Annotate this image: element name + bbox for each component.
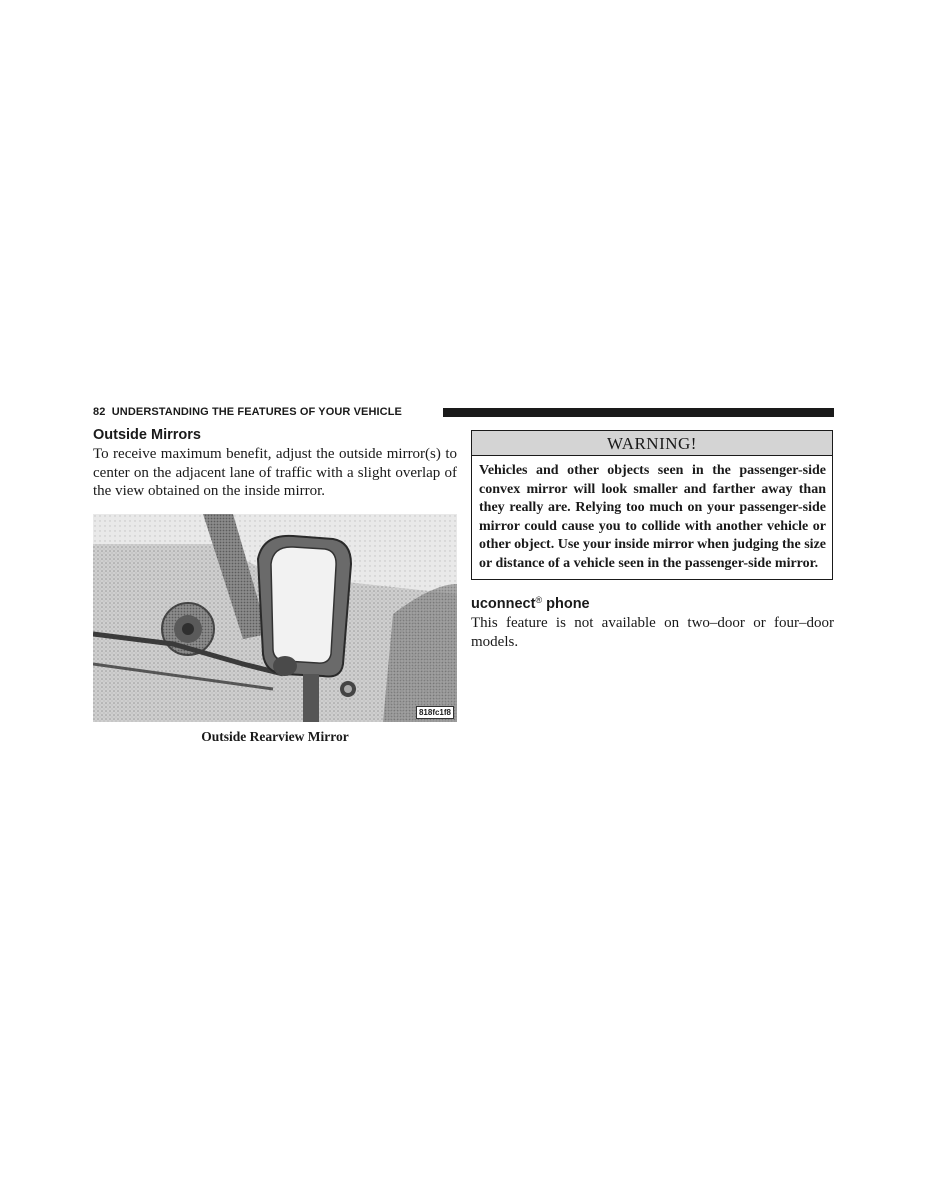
- figure-caption: Outside Rearview Mirror: [201, 728, 349, 744]
- header-label: [93, 406, 408, 418]
- uconnect-heading: [471, 596, 834, 612]
- warning-box: [471, 430, 833, 580]
- mirror-illustration: [93, 514, 457, 722]
- registered-mark: ®: [535, 595, 543, 605]
- running-header: [93, 405, 834, 421]
- uconnect-text: This feature is not available on two–door or four–door models.: [471, 615, 834, 650]
- section-title: UNDERSTANDING THE FEATURES OF YOUR VEHICLE: [111, 406, 402, 418]
- uconnect-heading-main: uconnect: [471, 596, 536, 612]
- figure-code: 818fc1f8: [416, 706, 454, 719]
- warning-title: WARNING!: [472, 431, 832, 456]
- outside-mirrors-text: To receive maximum benefit, adjust the outside mirror(s) to center on the adjacent lane of traffic with a slight overlap of the view obtained on the inside mirror.: [93, 446, 457, 499]
- page-number: 82: [93, 406, 106, 418]
- warning-text: Vehicles and other objects seen in the passenger-side convex mirror will look smaller and farther away than they really are. Relying too much on your passenger-side mirror could cause you to collide with another vehicle or other object. Use your inside mirror when judging the size or distance of a vehicle seen in the passenger-side mirror.: [479, 463, 826, 571]
- left-column: [93, 427, 457, 745]
- right-column: [471, 430, 834, 651]
- uconnect-heading-suffix: phone: [542, 596, 590, 612]
- header-rule: [443, 408, 834, 417]
- outside-mirrors-heading: Outside Mirrors: [93, 427, 201, 443]
- mirror-illustration-graphic: [93, 514, 457, 722]
